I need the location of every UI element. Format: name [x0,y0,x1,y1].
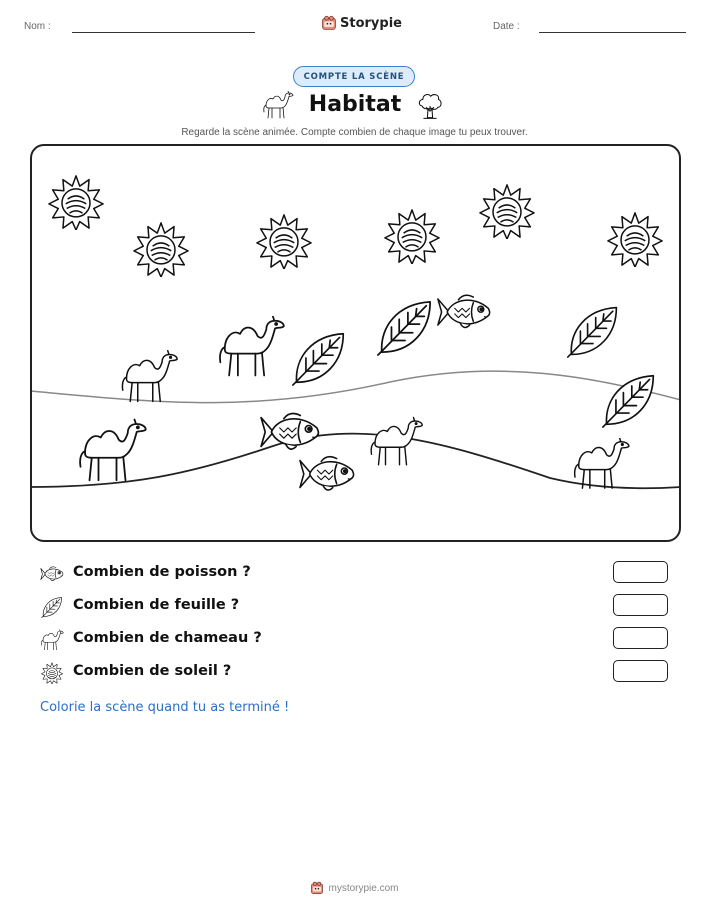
sun-icon [480,185,534,239]
answer-box-leaf[interactable] [613,594,668,616]
fish-icon [300,457,354,490]
question-row-sun [40,660,680,686]
camel-icon [262,91,294,119]
camel-icon [122,351,177,402]
leaf-icon [568,308,617,358]
answer-box-camel[interactable] [613,627,668,649]
name-label: Nom : [24,21,51,32]
name-line[interactable] [72,32,255,33]
answer-box-fish[interactable] [613,561,668,583]
brand-header [321,14,402,32]
coloring-instruction: Colorie la scène quand tu as terminé ! [40,700,290,715]
date-line[interactable] [539,32,686,33]
fish-icon [261,413,318,449]
instructions-text: Regarde la scène animée. Compte combien de chaque image tu peux trouver. [181,127,528,138]
question-text: Combien de soleil ? [73,663,232,679]
date-label: Date : [493,21,520,32]
fish-icon [40,563,64,585]
sun-icon [257,215,311,269]
answer-box-sun[interactable] [613,660,668,682]
leaf-icon [40,596,64,618]
fish-icon [438,295,490,327]
sun-icon [134,223,188,277]
camel-icon [220,316,284,375]
sun-icon [40,662,64,684]
counting-scene [30,144,681,542]
question-text: Combien de feuille ? [73,597,240,613]
footer [0,881,709,898]
leaf-icon [293,334,343,385]
camel-icon [80,420,146,481]
question-row-leaf [40,594,680,620]
sun-icon [49,176,103,230]
question-row-fish [40,561,680,587]
scene-canvas [30,144,681,542]
activity-badge: COMPTE LA SCÈNE [293,66,415,87]
tree-icon [417,91,443,121]
brand-name: Storypie [340,15,402,31]
sun-icon [608,213,662,267]
camel-icon [40,629,64,651]
storypie-logo-icon [310,881,324,895]
question-text: Combien de chameau ? [73,630,262,646]
camel-icon [371,418,422,465]
footer-url[interactable]: mystorypie.com [328,882,399,894]
question-text: Combien de poisson ? [73,564,251,580]
sun-icon [385,210,439,264]
leaf-icon [378,302,430,355]
page-title: Habitat [308,92,402,117]
camel-icon [575,438,629,488]
storypie-logo-icon [321,15,337,31]
question-row-camel [40,627,680,653]
